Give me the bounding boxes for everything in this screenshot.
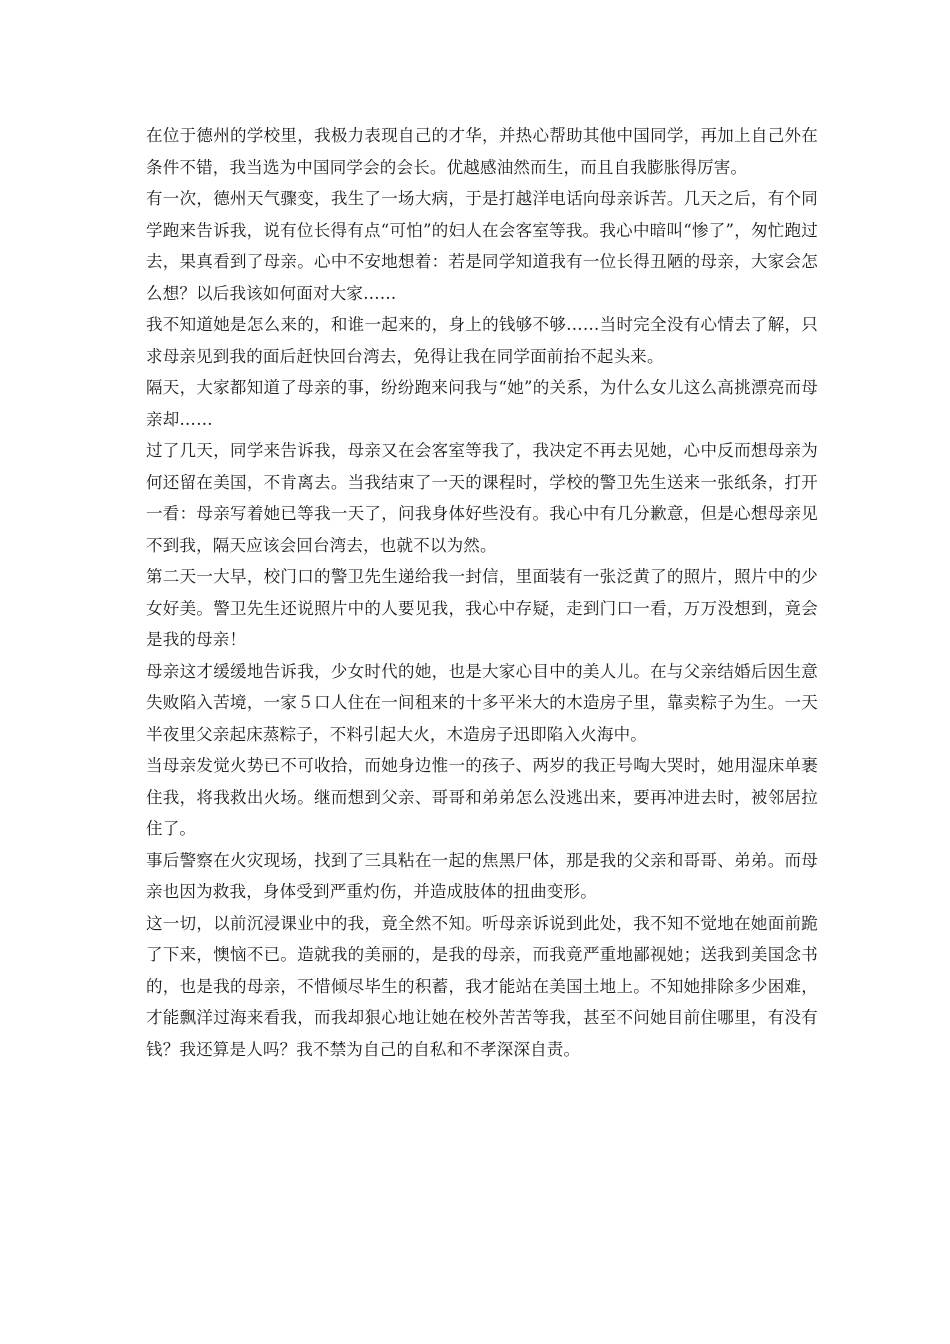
paragraph-8: 当母亲发觉火势已不可收拾，而她身边惟一的孩子、两岁的我正号啕大哭时，她用湿床单裹住我，将我救出火场。继而想到父亲、哥哥和弟弟怎么没逃出来，要再冲进去时，被邻居拉住了。 bbox=[146, 756, 818, 838]
paragraph-1: 在位于德州的学校里，我极力表现自己的才华，并热心帮助其他中国同学，再加上自己外在条件不错，我当选为中国同学会的会长。优越感油然而生，而且自我膨胀得厉害。 bbox=[146, 126, 818, 177]
paragraph-4: 隔天，大家都知道了母亲的事，纷纷跑来问我与“她”的关系，为什么女儿这么高挑漂亮而母亲却…… bbox=[146, 378, 818, 429]
paragraph-7: 母亲这才缓缓地告诉我，少女时代的她，也是大家心目中的美人儿。在与父亲结婚后因生意失败陷入苦境，一家５口人住在一间租来的十多平米大的木造房子里，靠卖粽子为生。一天半夜里父亲起床蒸粽子，不料引起大火，木造房子迅即陷入火海中。 bbox=[146, 661, 818, 744]
document-body bbox=[146, 120, 818, 1065]
paragraph-2: 有一次，德州天气骤变，我生了一场大病，于是打越洋电话向母亲诉苦。几天之后，有个同学跑来告诉我，说有位长得有点“可怕”的妇人在会客室等我。我心中暗叫“惨了”，匆忙跑过去，果真看到了母亲。心中不安地想着：若是同学知道我有一位长得丑陋的母亲，大家会怎么想？以后我该如何面对大家…… bbox=[146, 189, 818, 303]
paragraph-9: 事后警察在火灾现场，找到了三具粘在一起的焦黑尸体，那是我的父亲和哥哥、弟弟。而母亲也因为救我，身体受到严重灼伤，并造成肢体的扭曲变形。 bbox=[146, 850, 818, 901]
paragraph-5: 过了几天，同学来告诉我，母亲又在会客室等我了，我决定不再去见她，心中反而想母亲为何还留在美国，不肯离去。当我结束了一天的课程时，学校的警卫先生送来一张纸条，打开一看：母亲写着她已等我一天了，问我身体好些没有。我心中有几分歉意，但是心想母亲见不到我，隔天应该会回台湾去，也就不以为然。 bbox=[146, 441, 818, 555]
paragraph-6: 第二天一大早，校门口的警卫先生递给我一封信，里面装有一张泛黄了的照片，照片中的少女好美。警卫先生还说照片中的人要见我，我心中存疑，走到门口一看，万万没想到，竟会是我的母亲！ bbox=[146, 567, 818, 649]
paragraph-10: 这一切，以前沉浸课业中的我，竟全然不知。听母亲诉说到此处，我不知不觉地在她面前跪了下来，懊恼不已。造就我的美丽的，是我的母亲，而我竟严重地鄙视她；送我到美国念书的，也是我的母亲，不惜倾尽毕生的积蓄，我才能站在美国土地上。不知她排除多少困难，才能飘洋过海来看我，而我却狠心地让她在校外苦苦等我，甚至不问她目前住哪里，有没有钱？我还算是人吗？我不禁为自己的自私和不孝深深自责。 bbox=[146, 913, 818, 1059]
paragraph-3: 我不知道她是怎么来的，和谁一起来的，身上的钱够不够……当时完全没有心情去了解，只求母亲见到我的面后赶快回台湾去，免得让我在同学面前抬不起头来。 bbox=[146, 315, 818, 366]
